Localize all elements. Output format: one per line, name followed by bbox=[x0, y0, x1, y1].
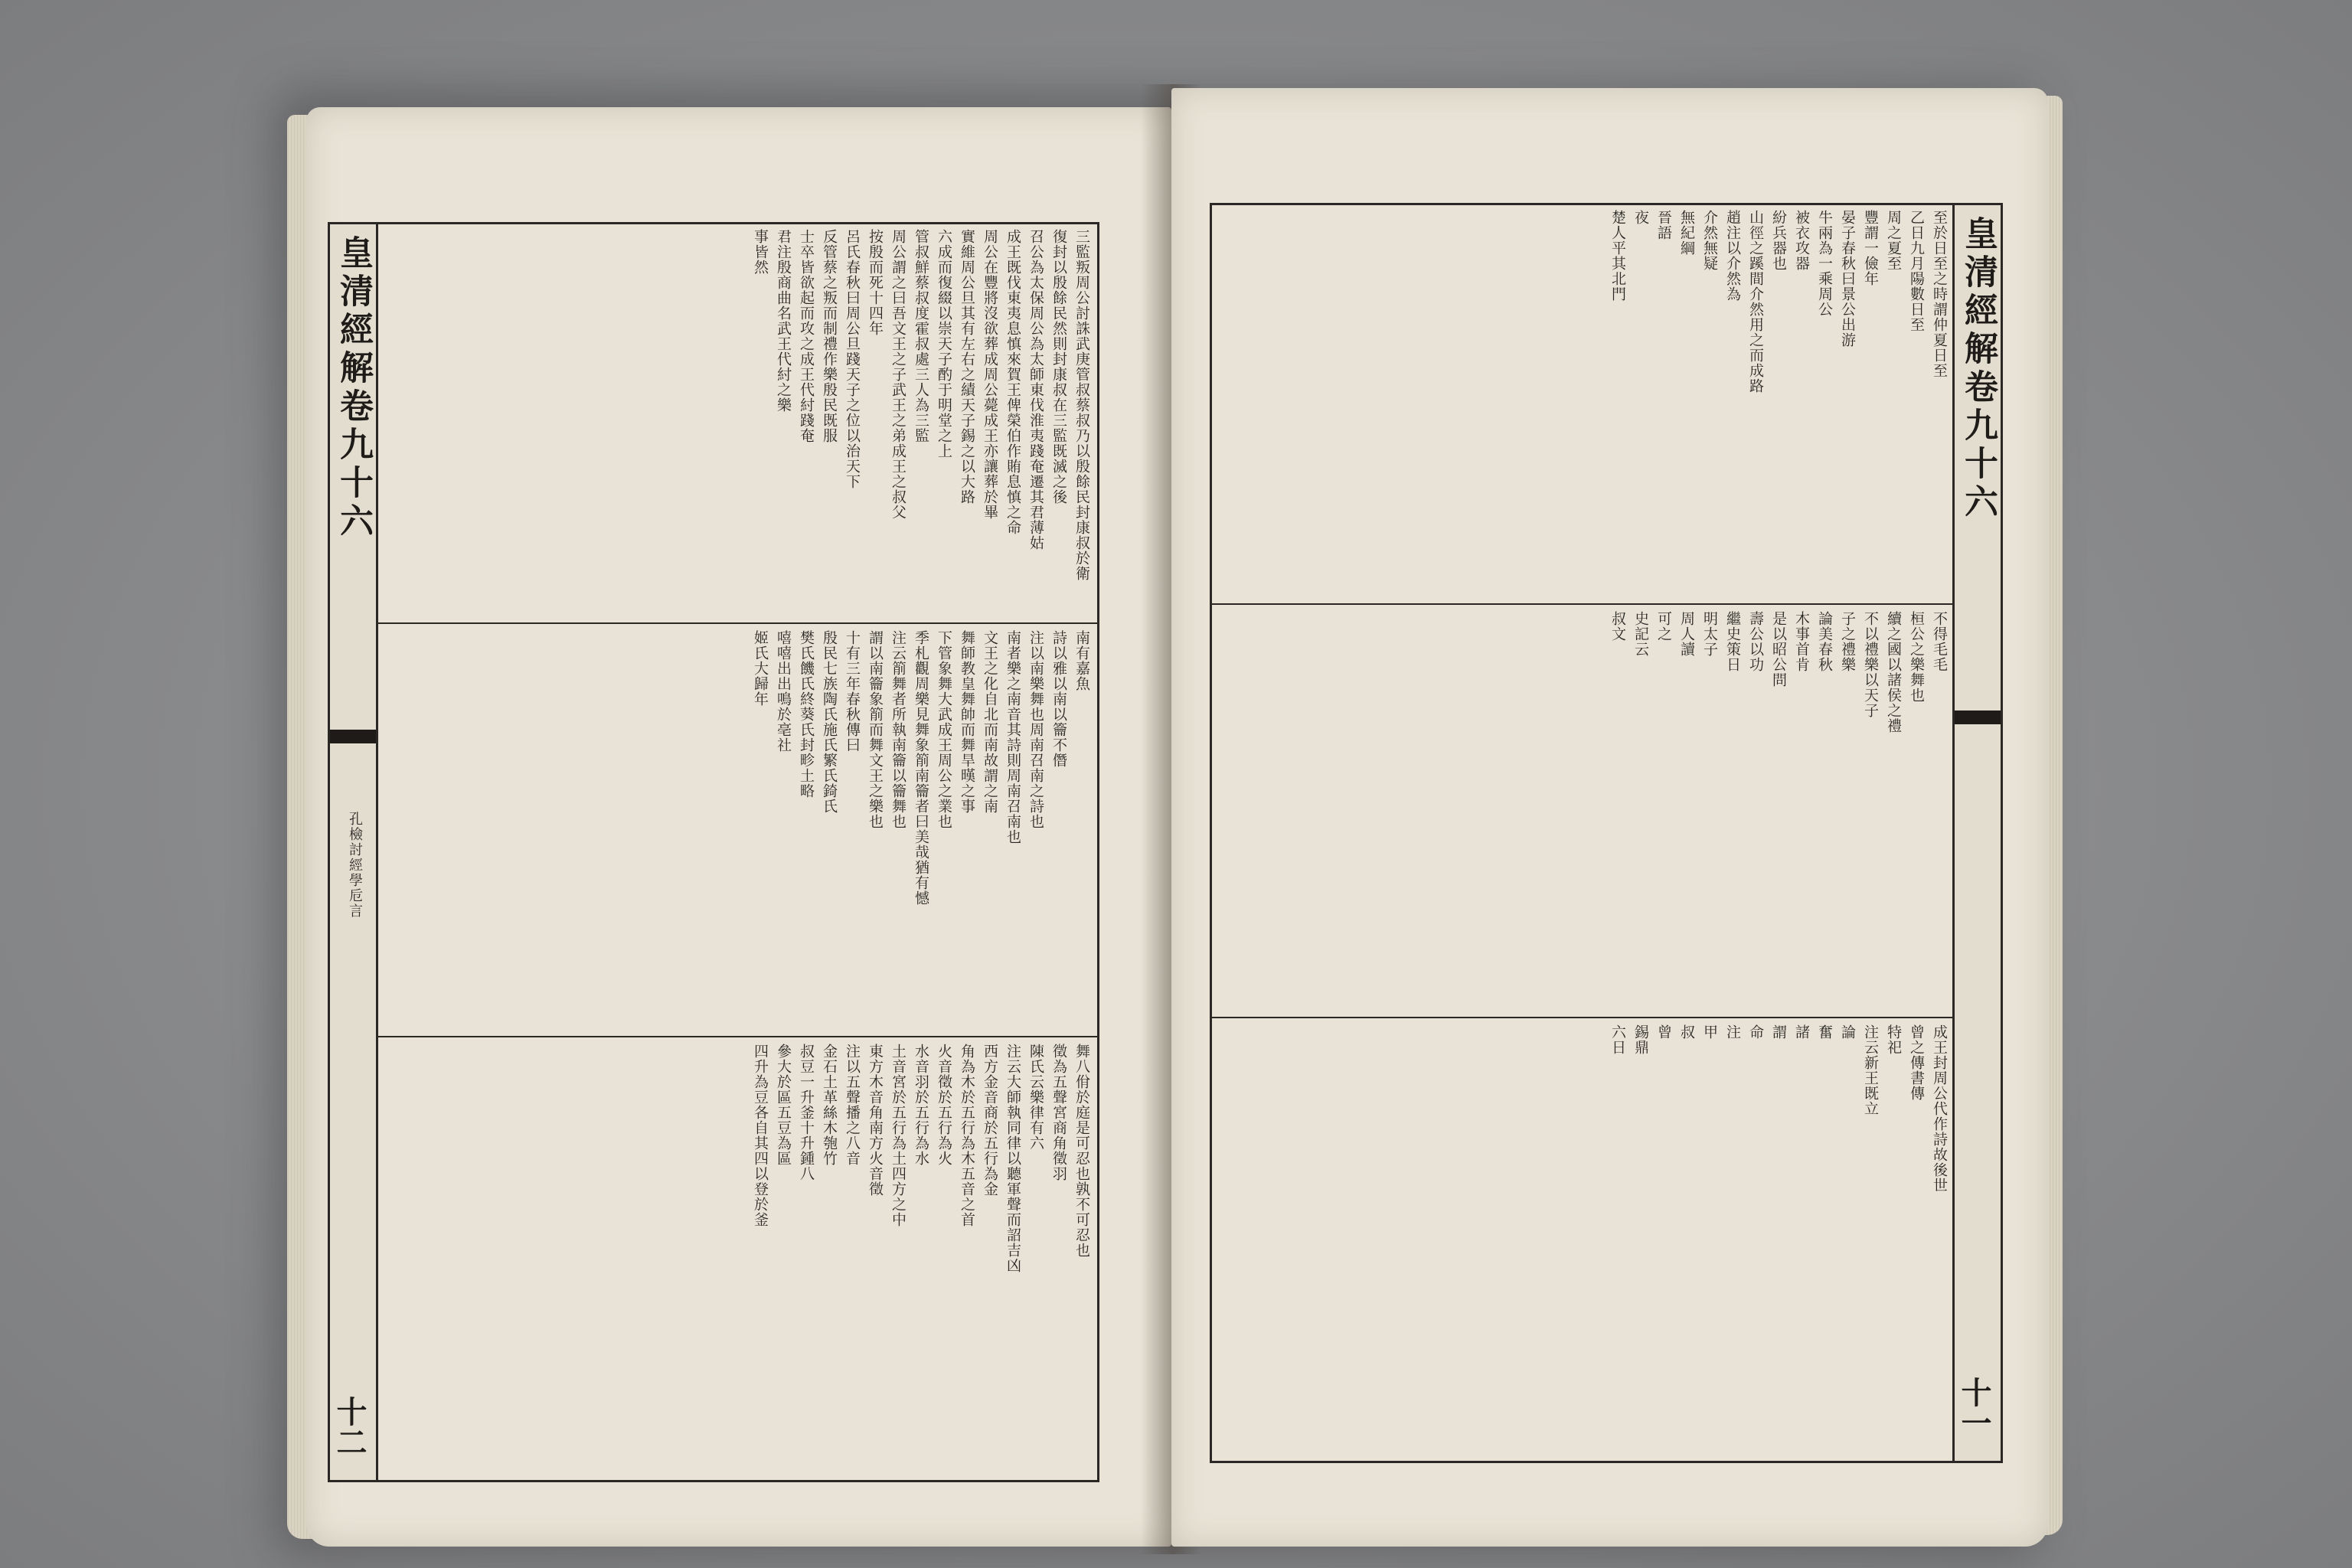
right-band-3 bbox=[1218, 1024, 1949, 1423]
text-column: 不以禮樂以天子 bbox=[1862, 611, 1879, 718]
text-column: 管叔鮮蔡叔度霍叔處三人為三監 bbox=[913, 229, 929, 443]
text-column: 注云箾舞者所執南籥以籥舞也 bbox=[890, 630, 906, 829]
text-column: 注云大師執同律以聽軍聲而詔吉凶 bbox=[1004, 1044, 1021, 1273]
text-column: 周之夏至 bbox=[1885, 210, 1902, 271]
text-column: 甲 bbox=[1701, 1024, 1718, 1040]
text-column: 曾 bbox=[1655, 1024, 1672, 1040]
text-column: 角為木於五行為木五音之首 bbox=[959, 1044, 975, 1227]
text-column: 木事首肯 bbox=[1793, 611, 1810, 672]
text-column: 周公謂之曰吾文王之子武王之弟成王之叔父 bbox=[890, 229, 906, 520]
text-column: 介然無疑 bbox=[1701, 210, 1718, 271]
text-column: 子之禮樂 bbox=[1839, 611, 1856, 672]
text-column: 東方木音角南方火音徵 bbox=[867, 1044, 884, 1197]
text-column: 舞八佾於庭是可忍也孰不可忍也 bbox=[1073, 1044, 1090, 1258]
text-column: 詩以雅以南以籥不僭 bbox=[1050, 630, 1067, 768]
text-column: 晏子春秋曰景公出游 bbox=[1839, 210, 1856, 348]
text-column: 續之國以諸侯之禮 bbox=[1885, 611, 1902, 733]
text-column: 注以南樂舞也周南召南之詩也 bbox=[1027, 630, 1044, 829]
right-band-2 bbox=[1218, 611, 1949, 1009]
text-column: 姬氏大歸年 bbox=[752, 630, 769, 707]
left-page bbox=[306, 107, 1171, 1547]
text-column: 嘻嘻出出鳴於亳社 bbox=[775, 630, 792, 753]
right-running-head bbox=[1952, 203, 2003, 1463]
text-column: 趙注以介然為 bbox=[1724, 210, 1741, 302]
text-column: 水音羽於五行為水 bbox=[913, 1044, 929, 1166]
text-column: 不得毛毛 bbox=[1931, 611, 1948, 672]
text-column: 召公為太保周公為太師東伐淮夷踐奄遷其君薄姑 bbox=[1027, 229, 1044, 550]
text-column: 南者樂之南音其詩則周南召南也 bbox=[1004, 630, 1021, 844]
text-column: 季札觀周樂見舞象箾南籥者曰美哉猶有憾 bbox=[913, 630, 929, 906]
text-column: 三監叛周公討誅武庚管叔蔡叔乃以殷餘民封康叔於衛 bbox=[1073, 229, 1090, 581]
text-column: 叔文 bbox=[1609, 611, 1626, 642]
running-title: 皇清經解卷九十六 bbox=[334, 235, 373, 541]
text-column: 豐謂一儉年 bbox=[1862, 210, 1879, 286]
text-column: 無紀綱 bbox=[1678, 210, 1695, 256]
folio-number: 十二 bbox=[332, 1396, 368, 1457]
text-column: 桓公之樂舞也 bbox=[1908, 611, 1925, 703]
text-column: 論 bbox=[1839, 1024, 1856, 1040]
text-column: 六成而復綴以崇天子酌于明堂之上 bbox=[936, 229, 952, 459]
text-column: 周公在豐將沒欲葬成周公薨成王亦讓葬於畢 bbox=[982, 229, 998, 520]
text-column: 殷民七族陶氏施氏繁氏錡氏 bbox=[821, 630, 838, 814]
text-column: 金石土革絲木匏竹 bbox=[821, 1044, 838, 1166]
text-column: 壽公以功 bbox=[1747, 611, 1764, 672]
text-column: 注云新王既立 bbox=[1862, 1024, 1879, 1116]
left-band-2 bbox=[384, 630, 1091, 1028]
text-column: 繼史策日 bbox=[1724, 611, 1741, 672]
text-column: 晉語 bbox=[1655, 210, 1672, 240]
band-divider bbox=[1212, 1017, 1955, 1018]
text-column: 謂 bbox=[1770, 1024, 1787, 1040]
text-column: 牛兩為一乘周公 bbox=[1816, 210, 1833, 317]
text-column: 夜 bbox=[1632, 210, 1649, 225]
text-column: 注 bbox=[1724, 1024, 1741, 1040]
text-column: 成王封周公代作詩故後世 bbox=[1931, 1024, 1948, 1193]
left-text-frame bbox=[375, 222, 1099, 1482]
text-column: 事皆然 bbox=[752, 229, 769, 275]
text-column: 西方金音商於五行為金 bbox=[982, 1044, 998, 1197]
text-column: 按殷而死十四年 bbox=[867, 229, 884, 336]
text-column: 曾之傳書傳 bbox=[1908, 1024, 1925, 1101]
fish-tail-mark bbox=[330, 730, 376, 743]
text-column: 被衣攻器 bbox=[1793, 210, 1810, 271]
text-column: 奮 bbox=[1816, 1024, 1833, 1040]
left-band-1 bbox=[384, 229, 1091, 627]
text-column: 復封以殷餘民然則封康叔在三監既滅之後 bbox=[1050, 229, 1067, 505]
text-column: 南有嘉魚 bbox=[1073, 630, 1090, 691]
text-column: 山徑之蹊間介然用之而成路 bbox=[1747, 210, 1764, 394]
text-column: 成王既伐東夷息慎來賀王俾榮伯作賄息慎之命 bbox=[1004, 229, 1021, 535]
left-band-3 bbox=[384, 1044, 1091, 1442]
text-column: 徵為五聲宮商角徵羽 bbox=[1050, 1044, 1067, 1181]
text-column: 六日 bbox=[1609, 1024, 1626, 1055]
text-column: 下管象舞大武成王周公之業也 bbox=[936, 630, 952, 829]
text-column: 反管蔡之叛而制禮作樂殷民既服 bbox=[821, 229, 838, 443]
text-column: 謂以南籥象箾而舞文王之樂也 bbox=[867, 630, 884, 829]
text-column: 注以五聲播之八音 bbox=[844, 1044, 861, 1166]
right-band-1 bbox=[1218, 210, 1949, 608]
text-column: 周人讀 bbox=[1678, 611, 1695, 657]
text-column: 至於日至之時謂仲夏日至 bbox=[1931, 210, 1948, 378]
text-column: 陳氏云樂律有六 bbox=[1027, 1044, 1044, 1151]
text-column: 特祀 bbox=[1885, 1024, 1902, 1055]
text-column: 可之 bbox=[1655, 611, 1672, 642]
text-column: 文王之化自北而南故謂之南 bbox=[982, 630, 998, 814]
text-column: 四升為豆各自其四以登於釜 bbox=[752, 1044, 769, 1227]
text-column: 紛兵器也 bbox=[1770, 210, 1787, 271]
running-title: 皇清經解卷九十六 bbox=[1958, 216, 1998, 522]
text-column: 諸 bbox=[1793, 1024, 1810, 1040]
text-column: 實維周公旦其有左右之績天子錫之以大路 bbox=[959, 229, 975, 505]
text-column: 火音徵於五行為火 bbox=[936, 1044, 952, 1166]
text-column: 楚人平其北門 bbox=[1609, 210, 1626, 302]
right-text-frame bbox=[1210, 203, 1957, 1463]
text-column: 錫鼎 bbox=[1632, 1024, 1649, 1055]
text-column: 君注殷商曲名武王代紂之樂 bbox=[775, 229, 792, 413]
text-column: 是以昭公問 bbox=[1770, 611, 1787, 688]
text-column: 叔 bbox=[1678, 1024, 1695, 1040]
footer-credit: 孔檢討經學卮言 bbox=[347, 812, 363, 919]
text-column: 舞師教皇舞帥而舞旱暵之事 bbox=[959, 630, 975, 814]
text-column: 土音宮於五行為土四方之中 bbox=[890, 1044, 906, 1227]
folio-number: 十一 bbox=[1956, 1377, 1992, 1438]
text-column: 論美春秋 bbox=[1816, 611, 1833, 672]
text-column: 士卒皆欲起而攻之成王代紂踐奄 bbox=[798, 229, 815, 443]
text-column: 乙日九月陽數日至 bbox=[1908, 210, 1925, 332]
text-column: 明太子 bbox=[1701, 611, 1718, 657]
text-column: 命 bbox=[1747, 1024, 1764, 1040]
text-column: 叔豆一升釜十升鍾八 bbox=[798, 1044, 815, 1181]
text-column: 樊氏饑氏終葵氏封畛土略 bbox=[798, 630, 815, 799]
text-column: 參大於區五豆為區 bbox=[775, 1044, 792, 1166]
text-column: 十有三年春秋傳曰 bbox=[844, 630, 861, 753]
text-column: 史記云 bbox=[1632, 611, 1649, 657]
right-page bbox=[1171, 88, 2048, 1547]
fish-tail-mark bbox=[1955, 710, 2001, 724]
text-column: 呂氏春秋曰周公旦踐天子之位以治天下 bbox=[844, 229, 861, 489]
band-divider bbox=[377, 1036, 1097, 1037]
